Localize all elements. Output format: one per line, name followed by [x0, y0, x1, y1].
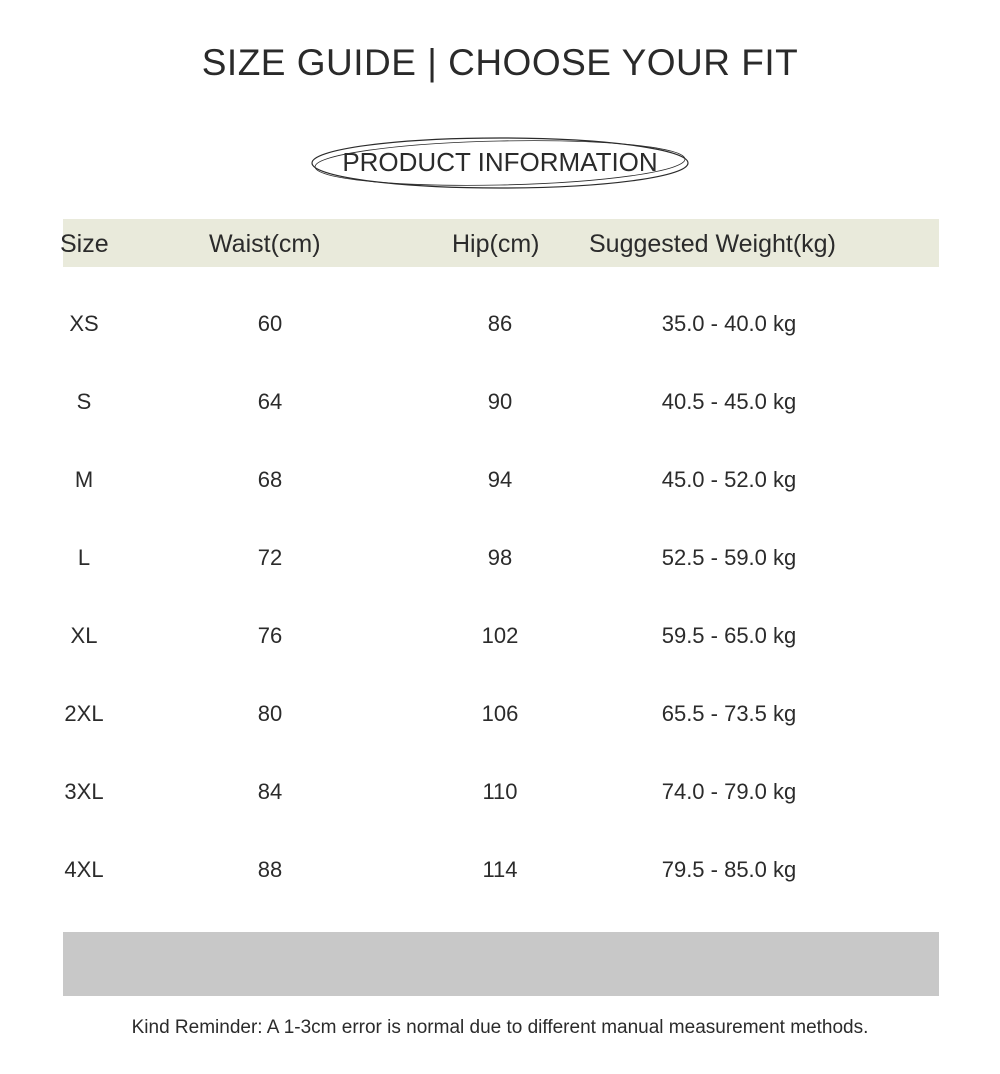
cell-size: 2XL: [64, 701, 104, 726]
cell-weight: 79.5 - 85.0 kg: [661, 857, 797, 882]
cell-hip: 98: [487, 545, 513, 570]
cell-waist: 68: [257, 467, 283, 492]
page-title: SIZE GUIDE | CHOOSE YOUR FIT: [201, 42, 799, 83]
cell-size: S: [76, 389, 92, 414]
table-row: [0, 701, 1000, 731]
cell-weight: 52.5 - 59.0 kg: [661, 545, 797, 570]
table-row: [0, 311, 1000, 341]
cell-hip: 106: [481, 701, 519, 726]
cell-hip: 114: [482, 857, 518, 882]
cell-waist: 76: [257, 623, 283, 648]
section-label: PRODUCT INFORMATION: [342, 147, 658, 177]
section-badge: [310, 136, 690, 190]
cell-weight: 59.5 - 65.0 kg: [661, 623, 797, 648]
cell-size: 4XL: [64, 857, 104, 882]
cell-weight: 74.0 - 79.0 kg: [661, 779, 797, 804]
table-row: [0, 389, 1000, 419]
cell-waist: 64: [257, 389, 283, 414]
cell-waist: 72: [257, 545, 283, 570]
header-hip: Hip(cm): [452, 230, 540, 258]
kind-reminder: Kind Reminder: A 1-3cm error is normal due to different manual measurement methods.: [131, 1017, 869, 1038]
table-row: [0, 467, 1000, 497]
cell-hip: 90: [487, 389, 513, 414]
cell-size: XL: [70, 623, 98, 648]
cell-waist: 80: [257, 701, 283, 726]
table-row: [0, 857, 1000, 887]
cell-waist: 60: [257, 311, 283, 336]
cell-weight: 65.5 - 73.5 kg: [661, 701, 797, 726]
cell-hip: 110: [482, 779, 518, 804]
cell-weight: 35.0 - 40.0 kg: [661, 311, 797, 336]
header-weight: Suggested Weight(kg): [589, 230, 836, 258]
table-row: [0, 623, 1000, 653]
cell-size: XS: [69, 311, 99, 336]
cell-waist: 88: [257, 857, 283, 882]
cell-hip: 94: [487, 467, 513, 492]
cell-hip: 102: [481, 623, 519, 648]
cell-waist: 84: [257, 779, 283, 804]
cell-size: M: [74, 467, 94, 492]
table-row: [0, 545, 1000, 575]
header-size: Size: [60, 230, 109, 258]
cell-hip: 86: [487, 311, 513, 336]
cell-size: L: [77, 545, 91, 570]
table-row: [0, 779, 1000, 809]
cell-weight: 40.5 - 45.0 kg: [661, 389, 797, 414]
cell-size: 3XL: [64, 779, 104, 804]
footer-band: [63, 932, 939, 996]
header-waist: Waist(cm): [209, 230, 321, 258]
cell-weight: 45.0 - 52.0 kg: [661, 467, 797, 492]
